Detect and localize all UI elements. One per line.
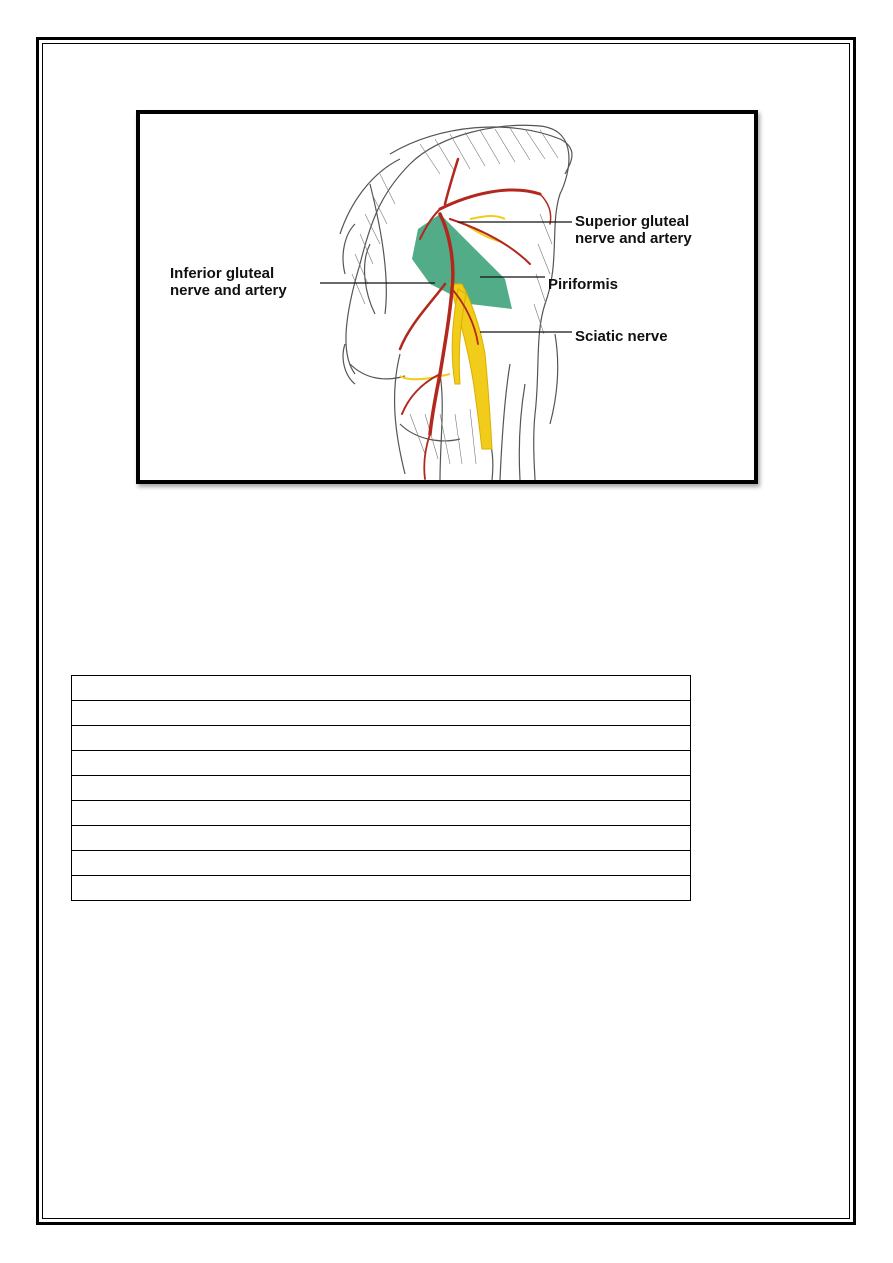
table-row (72, 801, 691, 826)
anatomy-figure (136, 110, 758, 484)
table-cell (72, 701, 691, 726)
table-row (72, 876, 691, 901)
label-sciatic-nerve: Sciatic nerve (575, 328, 668, 345)
table-row (72, 676, 691, 701)
table-row (72, 701, 691, 726)
table-row (72, 751, 691, 776)
table-cell (72, 776, 691, 801)
table-cell (72, 826, 691, 851)
table-cell (72, 726, 691, 751)
label-superior-gluteal: Superior gluteal nerve and artery (575, 213, 692, 247)
table-cell (72, 876, 691, 901)
table-row (72, 826, 691, 851)
empty-table (71, 675, 691, 901)
table-cell (72, 851, 691, 876)
table-cell (72, 751, 691, 776)
table-row (72, 726, 691, 751)
table-row (72, 776, 691, 801)
table-cell (72, 676, 691, 701)
label-inferior-gluteal: Inferior gluteal nerve and artery (170, 265, 287, 299)
table-row (72, 851, 691, 876)
label-piriformis: Piriformis (548, 276, 619, 293)
table-cell (72, 801, 691, 826)
